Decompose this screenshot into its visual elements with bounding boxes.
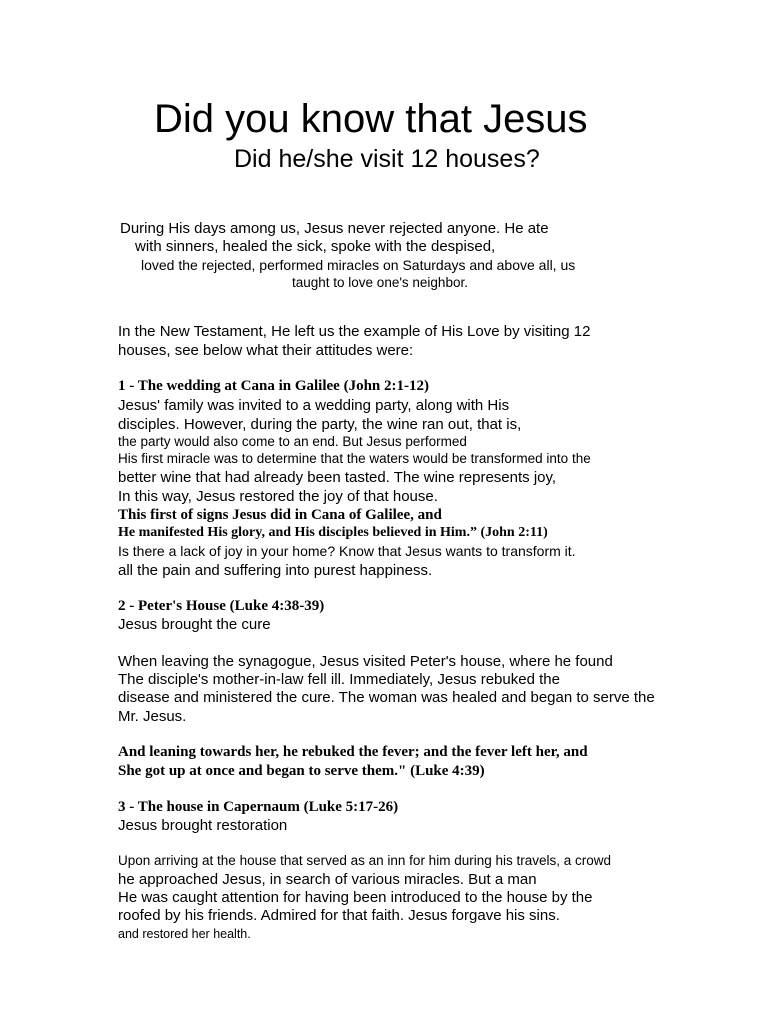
section-line: disease and ministered the cure. The woman was healed and began to serve the bbox=[118, 689, 655, 706]
section-line: disciples. However, during the party, the wine ran out, that is, bbox=[118, 416, 522, 433]
scripture-quote: And leaning towards her, he rebuked the fever; and the fever left her, and bbox=[118, 744, 588, 760]
nt-line: In the New Testament, He left us the example of His Love by visiting 12 bbox=[118, 323, 591, 340]
section-line: Jesus' family was invited to a wedding party, along with His bbox=[118, 397, 510, 414]
section-subheading: Jesus brought restoration bbox=[118, 817, 288, 834]
section-line: In this way, Jesus restored the joy of that house. bbox=[118, 488, 438, 505]
section-subheading: Jesus brought the cure bbox=[118, 616, 271, 633]
intro-line: During His days among us, Jesus never rejected anyone. He ate bbox=[120, 220, 549, 237]
page-title: Did you know that Jesus bbox=[154, 97, 588, 141]
section-line: the party would also come to an end. But Jesus performed bbox=[118, 434, 467, 449]
section-line: roofed by his friends. Admired for that faith. Jesus forgave his sins. bbox=[118, 907, 560, 924]
section-line: The disciple's mother-in-law fell ill. Immediately, Jesus rebuked the bbox=[118, 671, 560, 688]
section-heading: 3 - The house in Capernaum (Luke 5:17-26) bbox=[118, 799, 399, 815]
section-heading: 2 - Peter's House (Luke 4:38-39) bbox=[118, 598, 325, 614]
section-line: and restored her health. bbox=[118, 927, 251, 941]
section-line: better wine that had already been tasted. The wine represents joy, bbox=[118, 469, 557, 486]
intro-line: loved the rejected, performed miracles on Saturdays and above all, us bbox=[141, 257, 576, 273]
section-heading: 1 - The wedding at Cana in Galilee (John 2:1-12) bbox=[118, 378, 429, 394]
section-line: all the pain and suffering into purest happiness. bbox=[118, 562, 433, 579]
nt-line: houses, see below what their attitudes were: bbox=[118, 342, 414, 359]
section-line: Is there a lack of joy in your home? Know that Jesus wants to transform it. bbox=[118, 543, 576, 559]
section-line: He was caught attention for having been introduced to the house by the bbox=[118, 889, 593, 906]
scripture-quote: This first of signs Jesus did in Cana of Galilee, and bbox=[118, 507, 442, 523]
section-line: Upon arriving at the house that served as an inn for him during his travels, a crowd bbox=[118, 853, 612, 868]
section-line: he approached Jesus, in search of various miracles. But a man bbox=[118, 871, 537, 888]
section-line: His first miracle was to determine that the waters would be transformed into the bbox=[118, 451, 591, 466]
page-subtitle: Did he/she visit 12 houses? bbox=[234, 145, 540, 173]
intro-line: with sinners, healed the sick, spoke with the despised, bbox=[135, 238, 496, 255]
intro-line: taught to love one's neighbor. bbox=[292, 275, 468, 290]
scripture-quote: She got up at once and began to serve them." (Luke 4:39) bbox=[118, 763, 485, 779]
section-line: When leaving the synagogue, Jesus visited Peter's house, where he found bbox=[118, 653, 613, 670]
section-line: Mr. Jesus. bbox=[118, 708, 187, 725]
scripture-quote: He manifested His glory, and His disciples believed in Him.” (John 2:11) bbox=[118, 525, 548, 540]
